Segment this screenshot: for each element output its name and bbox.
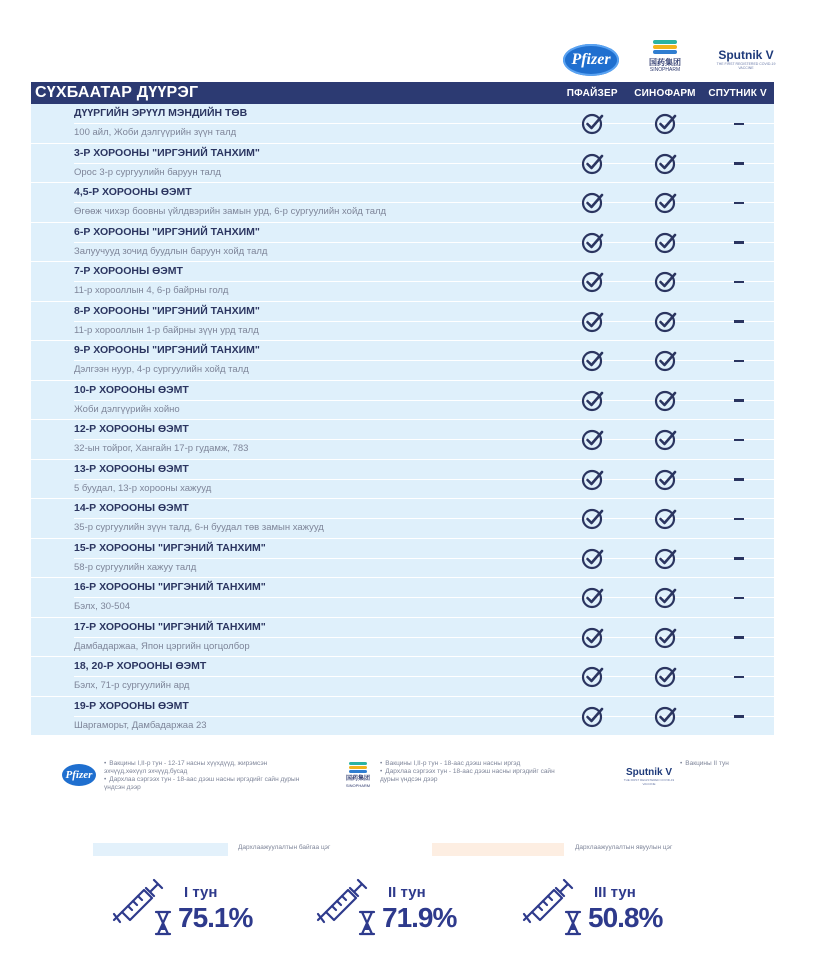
location-name: 3-Р ХОРООНЫ "ИРГЭНИЙ ТАНХИМ" <box>74 146 260 159</box>
sputnik-availability <box>702 508 775 530</box>
table-row <box>31 144 774 184</box>
sinopharm-availability <box>629 429 702 451</box>
location-address: Бэлх, 71-р сургуулийн ард <box>74 680 190 691</box>
pfizer-availability <box>556 548 629 570</box>
legend-sputnik <box>680 760 780 768</box>
check-icon <box>581 429 605 451</box>
location-name: 16-Р ХОРООНЫ "ИРГЭНИЙ ТАНХИМ" <box>74 581 266 593</box>
dose-stat <box>312 876 482 936</box>
table-row <box>31 302 774 342</box>
table-row <box>31 697 774 737</box>
district-title: СҮХБААТАР ДҮҮРЭГ <box>35 84 199 101</box>
check-icon <box>654 587 678 609</box>
sinopharm-availability <box>629 350 702 372</box>
location-address: Орос 3-р сургуулийн баруун талд <box>74 166 221 178</box>
sinopharm-mark-icon <box>349 762 367 776</box>
column-pfizer: ПФАЙЗЕР <box>566 87 618 99</box>
pfizer-availability <box>556 153 629 175</box>
location-address: 100 айл, Жоби дэлгүүрийн зүүн талд <box>74 127 237 138</box>
check-icon <box>654 627 678 649</box>
legend-sinopharm-item: • Вакцины I,II-р тун - 18-аас дээш насны иргэд <box>380 760 570 768</box>
moving-point-swatch <box>432 843 564 856</box>
sputnik-availability <box>702 587 775 609</box>
table-row <box>31 618 774 658</box>
dose-percent: 71.9% <box>382 902 457 933</box>
check-icon <box>581 666 605 688</box>
table-row <box>31 341 774 381</box>
location-name: 18, 20-Р ХОРООНЫ ӨЭМТ <box>74 660 207 672</box>
pfizer-availability <box>556 706 629 728</box>
location-name: 6-Р ХОРООНЫ "ИРГЭНИЙ ТАНХИМ" <box>74 225 260 238</box>
dash-icon <box>734 597 744 600</box>
check-icon <box>581 627 605 649</box>
check-icon <box>581 390 605 412</box>
sinopharm-availability <box>629 587 702 609</box>
location-name: 19-Р ХОРООНЫ ӨЭМТ <box>74 699 189 712</box>
sputnik-availability <box>702 271 775 293</box>
column-sinopharm: СИНОФАРМ <box>634 87 696 99</box>
sinopharm-availability <box>629 627 702 649</box>
table-row <box>31 499 774 539</box>
location-name: 9-Р ХОРООНЫ "ИРГЭНИЙ ТАНХИМ" <box>74 344 260 356</box>
sputnik-availability <box>702 627 775 649</box>
location-address: 32-ын тойрог, Хангайн 17-р гудамж, 783 <box>74 443 249 454</box>
sinopharm-availability <box>629 548 702 570</box>
dash-icon <box>734 715 744 718</box>
moving-point-label: Дархлаажуулалтын явуулын цэг <box>575 844 673 851</box>
sinopharm-availability <box>629 192 702 214</box>
dose-stat <box>518 876 688 936</box>
sputnik-logo: Sputnik V THE FIRST REGISTERED COVID-19 VACCINE <box>716 48 776 70</box>
pfizer-availability <box>556 113 629 135</box>
check-icon <box>581 548 605 570</box>
check-icon <box>654 390 678 412</box>
dash-icon <box>734 478 744 481</box>
legend-pfizer-item: • Дархлаа сэргээх тун - 18-аас дээш насны иргэдийг сайн дурын үндсэн дээр <box>104 776 304 792</box>
dash-icon <box>734 162 744 165</box>
check-icon <box>654 508 678 530</box>
location-address: Шаргаморьт, Дамбадаржаа 23 <box>74 719 207 731</box>
table-row <box>31 420 774 460</box>
legend-sinopharm-logo: 国药集团 SINOPHARM <box>344 762 372 792</box>
location-name: 4,5-Р ХОРООНЫ ӨЭМТ <box>74 186 192 198</box>
sputnik-availability <box>702 232 775 254</box>
dose-label: III тун <box>594 884 636 901</box>
sinopharm-availability <box>629 113 702 135</box>
check-icon <box>654 350 678 372</box>
location-address: 11-р хорооллын 1-р байрны зүүн урд талд <box>74 324 259 336</box>
check-icon <box>654 192 678 214</box>
sputnik-availability <box>702 666 775 688</box>
pfizer-availability <box>556 429 629 451</box>
location-address: Жоби дэлгүүрийн хойно <box>74 403 180 415</box>
check-icon <box>654 429 678 451</box>
table-row <box>31 223 774 263</box>
sinopharm-availability <box>629 390 702 412</box>
legend-sinopharm <box>380 760 570 784</box>
sputnik-availability <box>702 192 775 214</box>
location-name: 15-Р ХОРООНЫ "ИРГЭНИЙ ТАНХИМ" <box>74 541 266 554</box>
location-name: 17-Р ХОРООНЫ "ИРГЭНИЙ ТАНХИМ" <box>74 620 266 633</box>
location-address: 58-р сургуулийн хажуу талд <box>74 561 197 573</box>
table-row <box>31 578 774 618</box>
pfizer-availability <box>556 390 629 412</box>
sputnik-availability <box>702 153 775 175</box>
location-name: 13-Р ХОРООНЫ ӨЭМТ <box>74 462 189 475</box>
location-name: 10-Р ХОРООНЫ ӨЭМТ <box>74 383 189 396</box>
check-icon <box>581 311 605 333</box>
check-icon <box>581 469 605 491</box>
pfizer-availability <box>556 232 629 254</box>
check-icon <box>581 192 605 214</box>
legend-sputnik-item: • Вакцины II тун <box>680 760 780 768</box>
legend-pfizer-logo: Pfizer <box>62 764 96 786</box>
sinopharm-availability <box>629 232 702 254</box>
location-address: Залуучууд зочид буудлын баруун хойд талд <box>74 245 268 257</box>
ongoing-point-label: Дархлаажуулалтын байгаа цэг <box>238 844 331 851</box>
check-icon <box>654 706 678 728</box>
dash-icon <box>734 557 744 560</box>
pfizer-availability <box>556 271 629 293</box>
sinopharm-availability <box>629 271 702 293</box>
dash-icon <box>734 202 744 205</box>
table-row <box>31 539 774 579</box>
dose-percent: 50.8% <box>588 902 663 933</box>
pfizer-logo: Pfizer <box>563 44 619 76</box>
dash-icon <box>734 399 744 402</box>
table-header <box>31 82 774 104</box>
pfizer-availability <box>556 508 629 530</box>
location-address: Бэлх, 30-504 <box>74 601 131 612</box>
sinopharm-availability <box>629 508 702 530</box>
dash-icon <box>734 241 744 244</box>
dose-label: II тун <box>388 884 426 901</box>
check-icon <box>654 113 678 135</box>
dose-stat <box>108 876 278 936</box>
location-address: Дэлгээн нуур, 4-р сургуулийн хойд талд <box>74 364 249 375</box>
dash-icon <box>734 123 744 126</box>
pfizer-availability <box>556 587 629 609</box>
table-row <box>31 262 774 302</box>
syringe-hourglass-icon <box>312 876 392 936</box>
check-icon <box>654 469 678 491</box>
sputnik-availability <box>702 113 775 135</box>
syringe-hourglass-icon <box>108 876 188 936</box>
check-icon <box>581 508 605 530</box>
vaccination-points-table <box>31 82 774 736</box>
location-address: 11-р хорооллын 4, 6-р байрны голд <box>74 285 229 296</box>
sputnik-availability <box>702 706 775 728</box>
dose-label: I тун <box>184 884 218 901</box>
dash-icon <box>734 439 744 442</box>
check-icon <box>581 350 605 372</box>
location-address: 5 буудал, 13-р хорооны хажууд <box>74 482 212 494</box>
location-name: 14-Р ХОРООНЫ ӨЭМТ <box>74 502 189 514</box>
check-icon <box>654 271 678 293</box>
location-name: 12-Р ХОРООНЫ ӨЭМТ <box>74 423 189 435</box>
check-icon <box>581 113 605 135</box>
column-sputnik: СПУТНИК V <box>708 87 767 99</box>
dash-icon <box>734 320 744 323</box>
check-icon <box>581 232 605 254</box>
legend-pfizer <box>104 760 304 792</box>
check-icon <box>654 548 678 570</box>
sputnik-availability <box>702 350 775 372</box>
sinopharm-mark-icon <box>653 40 677 58</box>
dose-percent: 75.1% <box>178 902 253 933</box>
dash-icon <box>734 676 744 679</box>
sinopharm-availability <box>629 706 702 728</box>
location-address: Дамбадаржаа, Япон цэргийн цогцолбор <box>74 640 250 652</box>
table-row <box>31 657 774 697</box>
syringe-hourglass-icon <box>518 876 598 936</box>
pfizer-availability <box>556 311 629 333</box>
dash-icon <box>734 636 744 639</box>
table-row <box>31 104 774 144</box>
sinopharm-availability <box>629 666 702 688</box>
sputnik-availability <box>702 429 775 451</box>
location-address: 35-р сургуулийн зүүн талд, 6-н буудал төв замын хажууд <box>74 522 324 533</box>
dash-icon <box>734 281 744 284</box>
pfizer-availability <box>556 350 629 372</box>
legend-sputnik-logo: Sputnik V THE FIRST REGISTERED COVID-19 VACCINE <box>623 767 675 786</box>
ongoing-point-swatch <box>93 843 228 856</box>
sinopharm-availability <box>629 153 702 175</box>
pfizer-availability <box>556 666 629 688</box>
sputnik-availability <box>702 469 775 491</box>
location-name: 7-Р ХОРООНЫ ӨЭМТ <box>74 265 183 277</box>
check-icon <box>654 666 678 688</box>
table-row <box>31 460 774 500</box>
check-icon <box>654 153 678 175</box>
check-icon <box>654 311 678 333</box>
check-icon <box>581 706 605 728</box>
table-row <box>31 183 774 223</box>
dash-icon <box>734 518 744 521</box>
sinopharm-availability <box>629 311 702 333</box>
sputnik-availability <box>702 548 775 570</box>
pfizer-availability <box>556 192 629 214</box>
legend-sinopharm-item: • Дархлаа сэргээх тун - 18-аас дээш насны иргэдийг сайн дурын үндсэн дээр <box>380 768 570 784</box>
sinopharm-logo: 国药集团 SINOPHARM <box>642 40 688 76</box>
check-icon <box>581 153 605 175</box>
location-name: ДҮҮРГИЙН ЭРҮҮЛ МЭНДИЙН ТӨВ <box>74 107 248 119</box>
check-icon <box>581 587 605 609</box>
sputnik-availability <box>702 311 775 333</box>
vaccine-logos <box>560 40 790 76</box>
sputnik-availability <box>702 390 775 412</box>
pfizer-availability <box>556 627 629 649</box>
dash-icon <box>734 360 744 363</box>
location-name: 8-Р ХОРООНЫ "ИРГЭНИЙ ТАНХИМ" <box>74 304 260 317</box>
legend-pfizer-item: • Вакцины I,II-р тун - 12-17 насны хүүхдүүд, жирэмсэн эхчүүд,хөхүүл эхчүүд,бусад <box>104 760 304 776</box>
sinopharm-availability <box>629 469 702 491</box>
check-icon <box>654 232 678 254</box>
check-icon <box>581 271 605 293</box>
pfizer-availability <box>556 469 629 491</box>
location-address: Өгөөж чихэр боовны үйлдвэрийн замын урд, 6-р сургуулийн хойд талд <box>74 206 387 217</box>
table-row <box>31 381 774 421</box>
